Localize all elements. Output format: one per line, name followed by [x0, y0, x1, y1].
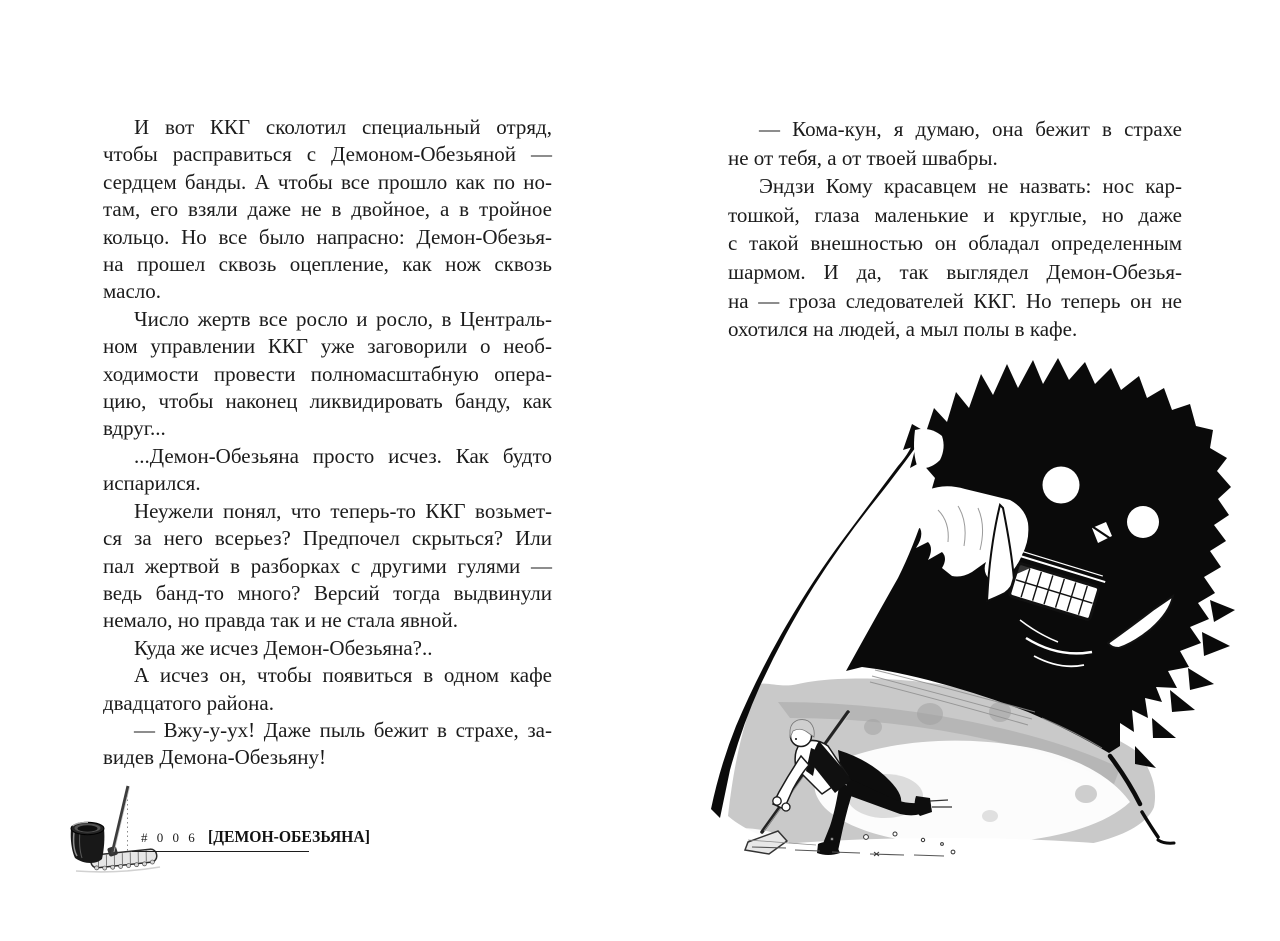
hand: [782, 803, 790, 811]
text-line: масло.: [103, 279, 162, 304]
text-line: кольцо. Но все было напрасно: Демон-Обезья-: [103, 224, 552, 249]
text-line: тошкой, глаза маленькие и круглые, но даже: [728, 202, 1182, 227]
page-footer: [132, 827, 370, 852]
demon-ape-illustration: [690, 350, 1235, 875]
paragraph: [103, 306, 552, 443]
paragraph: [103, 498, 552, 635]
text-line: охотился на людей, а мыл полы в кафе.: [728, 317, 1078, 342]
text-line: на — гроза следователей ККГ. Но теперь он не: [728, 288, 1182, 313]
text-line: Эндзи Кому красавцем не назвать: нос кар-: [759, 174, 1182, 199]
text-line: ведь банд-то много? Версий тогда выдвинули: [103, 580, 552, 605]
paragraph: [103, 662, 552, 717]
right-page-text: [728, 115, 1182, 344]
paragraph: [103, 635, 552, 662]
text-line: шармом. И да, так выглядел Демон-Обезья-: [728, 259, 1182, 284]
paragraph: [728, 172, 1182, 344]
text-line: — Кома-кун, я думаю, она бежит в страхе: [759, 117, 1182, 141]
text-line: ...Демон-Обезьяна просто исчез. Как будто: [134, 443, 552, 468]
text-line: ном управлении ККГ уже заговорили о необ-: [103, 334, 552, 359]
eye-dot: [795, 738, 797, 740]
text-line: двадцатого района.: [103, 690, 274, 715]
right-eye: [1127, 506, 1159, 538]
mop-handle: [112, 786, 128, 854]
text-line: Число жертв все росло и росло, в Централь-: [134, 306, 552, 331]
text-line: на прошел сквозь оцепление, как нож сквозь: [103, 252, 552, 277]
text-line: ся за него всерьез? Предпочел скрыться? Или: [103, 526, 552, 551]
text-line: пал жертвой в разборках с другими гулями —: [103, 553, 552, 578]
ground-shadow-line: [76, 867, 160, 872]
text-line: И вот ККГ сколотил специальный отряд,: [134, 115, 552, 139]
text-line: Неужели понял, что теперь-то ККГ возьмет-: [134, 498, 552, 523]
mop-handle-highlight: [114, 787, 130, 852]
page-number: # 0 0 6: [141, 830, 198, 845]
paragraph: [103, 443, 552, 498]
text-line: Куда же исчез Демон-Обезьяна?..: [134, 635, 433, 660]
text-line: видев Демона-Обезьяну!: [103, 745, 326, 770]
paragraph: [103, 114, 552, 306]
text-line: сердцем банды. А чтобы все прошло как по но-: [103, 169, 552, 194]
text-line: испарился.: [103, 471, 201, 496]
hand: [773, 797, 781, 805]
paragraph: [103, 717, 552, 772]
text-line: с такой внешностью он обладал определенным: [728, 231, 1182, 256]
text-line: вдруг...: [103, 416, 166, 441]
text-line: ходимости провести полномасштабную опера-: [103, 361, 552, 386]
text-line: немало, но правда так и не стала явной.: [103, 608, 459, 633]
text-line: А исчез он, чтобы появиться в одном кафе: [134, 663, 552, 688]
text-line: — Вжу-у-ух! Даже пыль бежит в страхе, за-: [134, 717, 552, 742]
text-line: чтобы расправиться с Демоном-Обезьяной —: [103, 142, 552, 167]
text-line: цию, чтобы наконец ликвидировать банду, как: [103, 389, 552, 414]
bucket: [71, 822, 105, 863]
paragraph: [728, 115, 1182, 172]
text-line: там, его взяли даже не в двойное, а в тройное: [103, 197, 552, 222]
left-eye: [1043, 467, 1080, 504]
left-page-text: [103, 114, 552, 772]
text-line: не от тебя, а от твоей швабры.: [728, 145, 998, 170]
chapter-label: [ДЕМОН-ОБЕЗЬЯНА]: [207, 827, 370, 846]
mop-and-bucket-icon: [58, 772, 170, 878]
